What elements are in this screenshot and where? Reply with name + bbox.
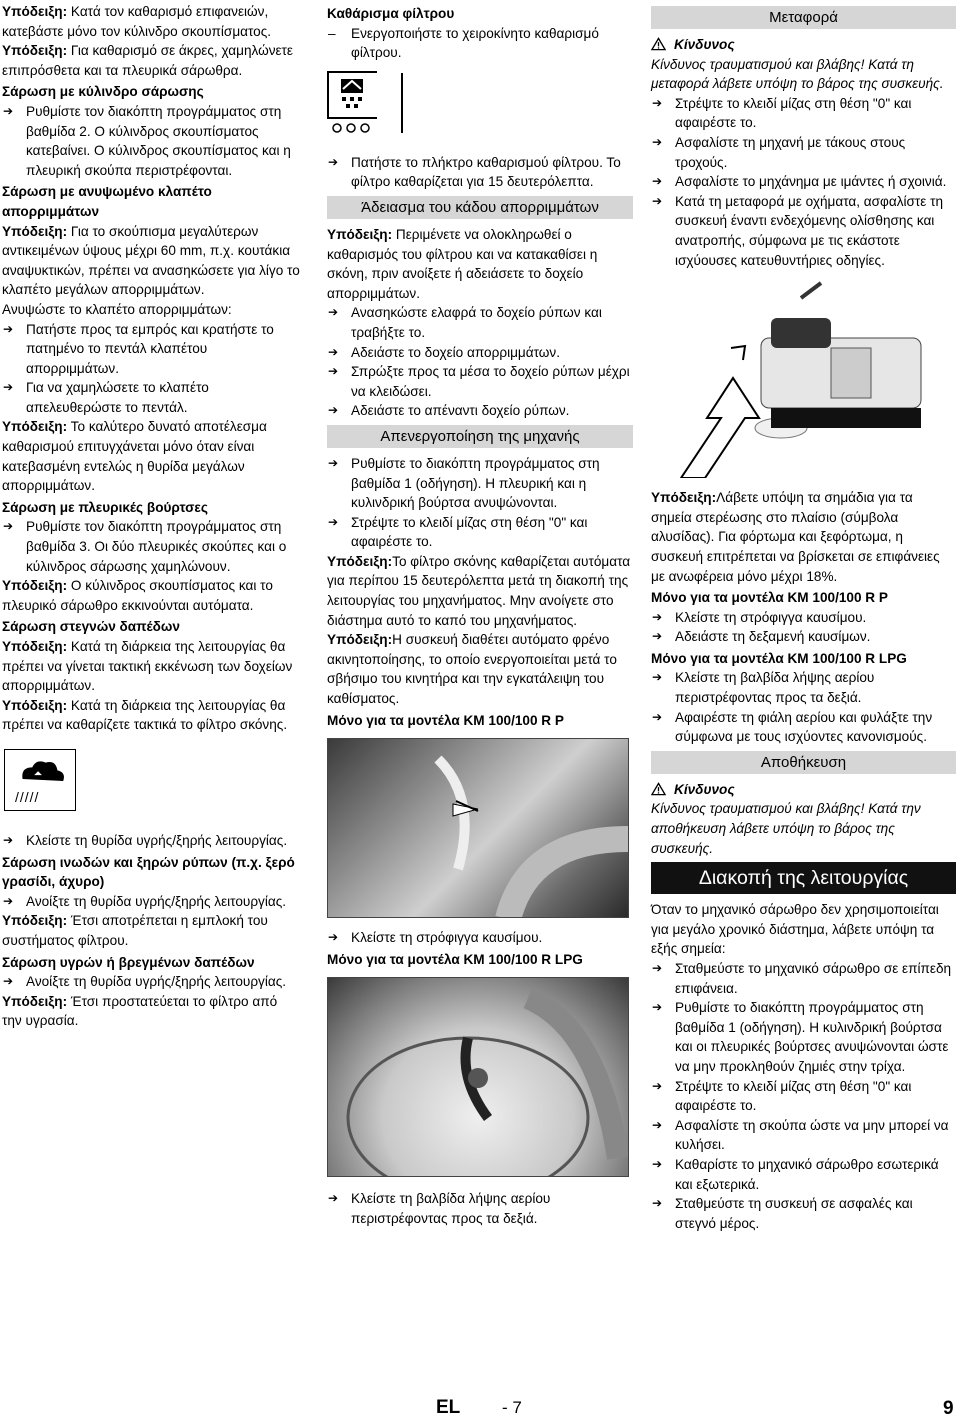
hint-label: Υπόδειξη: [2,697,68,713]
section-heading: Καθάρισμα φίλτρου [327,6,455,21]
instruction-item [651,959,956,998]
instruction-item [2,378,300,417]
arrow-right-icon: ➔ [652,134,663,149]
danger-heading [651,780,956,800]
instruction-item [651,668,956,707]
instruction-text: Αδειάστε τη δεξαμενή καυσίμων. [675,629,871,645]
hint-paragraph [2,696,300,735]
instruction-item [2,972,300,992]
section-heading: Μόνο για τα μοντέλα KM 100/100 R P [327,712,564,728]
dash-item [327,24,633,63]
section-heading: Μόνο για τα μοντέλα KM 100/100 R LPG [651,650,907,666]
hint-label: Υπόδειξη: [2,419,68,435]
hint-label: Υπόδειξη: [327,553,393,569]
instruction-item [651,1077,956,1116]
column-middle [327,2,633,1229]
arrow-right-icon: ➔ [652,95,663,110]
warning-triangle-icon [651,782,666,796]
instruction-text: Ασφαλίστε τη σκούπα ώστε να μην μπορεί να κυλήσει. [675,1117,949,1153]
hint-label: Υπόδειξη: [651,490,717,506]
instruction-text: Αφαιρέστε τη φιάλη αερίου και φυλάξτε την σύμφωνα με τους ισχύοντες κανονισμούς. [675,709,933,745]
dash-text: Ενεργοποιήστε το χειροκίνητο καθαρισμό φίλτρου. [351,25,599,61]
hint-paragraph [2,41,300,80]
arrow-right-icon: ➔ [328,154,339,169]
arrow-right-icon: ➔ [652,961,663,975]
footer-section-page: - 7 [502,1398,522,1417]
instruction-text: Ανοίξτε τη θυρίδα υγρής/ξηρής λειτουργίας. [26,974,287,990]
instruction-text: Αδειάστε το απέναντι δοχείο ρύπων. [351,403,570,419]
instruction-text: Κλείστε τη βαλβίδα λήψης αερίου περιστρέφοντας προς τα δεξιά. [351,1191,551,1226]
section-heading: Σάρωση με ανυψωμένο κλαπέτο απορριμμάτων [2,184,212,219]
instruction-text: Σταθμεύστε τη συσκευή σε ασφαλές και στεγνό μέρος. [675,1196,913,1231]
instruction-item [327,362,633,401]
arrow-right-icon: ➔ [652,709,663,724]
danger-text: Κίνδυνος τραυματισμού και βλάβης! Κατά τη μεταφορά λάβετε υπόψη το βάρος της συσκευής. [651,56,944,92]
arrow-right-icon: ➔ [652,193,663,208]
hint-label: Υπόδειξη: [2,639,68,654]
sweeper-transport-photo [661,278,931,478]
instruction-item [327,343,633,363]
instruction-text: Σταθμεύστε το μηχανικό σάρωθρο σε επίπεδη επιφάνεια. [675,961,952,996]
instruction-item [651,192,956,270]
instruction-text: Κλείστε τη στρόφιγγα καυσίμου. [675,609,867,625]
hint-text: Για το σκούπισμα μεγαλύτερων αντικειμένων ύψους μέχρι 60 mm, π.χ. κουτάκια αναψυκτικών, πρέπει να ανασηκώσετε για λίγο το κλαπέτο μεγάλων απορριμμάτων. [2,223,300,298]
danger-heading-text: Κίνδυνος [674,781,735,797]
hint-label: Υπόδειξη: [2,223,68,239]
hint-paragraph [327,225,633,303]
instruction-item [651,708,956,747]
instruction-text: Καθαρίστε το μηχανικό σάρωθρο εσωτερικά και εξωτερικά. [675,1156,939,1192]
instruction-text: Ρυθμίστε το διακόπτη προγράμματος στη βαθμίδα 1 (οδήγηση). Η κυλινδρική βούρτσα και οι πλευρικές βούρτσες ανυψώνονται ώστε να μην προκληθούν ζημιές στην τρίχα. [675,1000,949,1074]
hint-text: Ο κύλινδρος σκουπίσματος και το πλευρικό σάρωθρο εκκινούνται αυτόματα. [2,578,273,613]
hint-text: Έτσι προστατεύεται το φίλτρο από την υγρασία. [2,993,278,1029]
instruction-item [651,998,956,1076]
instruction-item [651,1155,956,1194]
hint-label: Υπόδειξη: [2,913,68,929]
instruction-text: Πατήστε το πλήκτρο καθαρισμού φίλτρου. Το φίλτρο καθαρίζεται για 15 δευτερόλεπτα. [351,154,621,190]
instruction-text: Ρυθμίστε το διακόπτη προγράμματος στη βαθμίδα 1 (οδήγηση). Η πλευρική και η κυλινδρική βούρτσα ανυψώνονται. [351,455,600,511]
section-title-bar: Άδειασμα του κάδου απορριμμάτων [327,196,633,219]
arrow-right-icon: ➔ [652,629,663,644]
instruction-item [327,1189,633,1228]
instruction-item [2,892,300,912]
instruction-text: Ασφαλίστε τη μηχανή με τάκους στους τροχούς. [675,134,906,170]
hint-text: Η συσκευή διαθέτει αυτόματο φρένο ακινητοποίησης, το οποίο ενεργοποιείται μετά το σβήσιμο του κινητήρα και την εγκατάλειψη του καθίσματος. [327,632,617,707]
arrow-right-icon: ➔ [652,609,663,624]
section-title-bar: Μεταφορά [651,6,956,29]
hint-text: Λάβετε υπόψη τα σημάδια για τα σημεία στερέωσης στο πλαίσιο (σύμβολα αλυσίδας). Για φόρτωμα και ξεφόρτωμα, η συσκευή επιτρέπεται να βρίσκεται σε επιφάνειες με ανωφέρεια μόνο μέχρι 18%. [651,490,940,584]
instruction-item [651,608,956,628]
arrow-right-icon: ➔ [328,455,339,470]
hint-paragraph [2,637,300,696]
hint-paragraph [2,992,300,1031]
arrow-right-icon: ➔ [652,670,663,685]
instruction-text: Κατά τη μεταφορά με οχήματα, ασφαλίστε τη συσκευή έναντι ενδεχόμενης ολίσθησης και ανατροπής, σύμφωνα με τις εκάστοτε ισχύουσες κατευθυντήριες οδηγίες. [675,193,944,268]
arrow-right-icon: ➔ [3,893,14,908]
arrow-right-icon: ➔ [652,1000,663,1015]
arrow-right-icon: ➔ [328,514,339,529]
danger-text: Κίνδυνος τραυματισμού και βλάβης! Κατά την αποθήκευση λάβετε υπόψη το βάρος της συσκευής. [651,801,921,856]
section-heading: Σάρωση στεγνών δαπέδων [2,619,180,635]
instruction-item [327,401,633,421]
instruction-text: Κλείστε τη βαλβίδα λήψης αερίου περιστρέφοντας προς τα δεξιά. [675,670,875,706]
instruction-item [2,102,300,180]
arrow-right-icon: ➔ [3,832,14,847]
arrow-right-icon: ➔ [3,519,14,534]
hint-paragraph [2,911,300,950]
instruction-text: Ανοίξτε τη θυρίδα υγρής/ξηρής λειτουργίας. [26,893,287,909]
instruction-item [327,454,633,513]
instruction-text: Ρυθμίστε τον διακόπτη προγράμματος στη βαθμίδα 2. Ο κύλινδρος σκουπίσματος κατεβαίνει. Ο κύλινδρος σκουπίσματος και η πλευρική σκούπα περιστρέφονται. [26,103,291,178]
instruction-text: Για να χαμηλώσετε το κλαπέτο απελευθερώστε το πεντάλ. [26,380,209,415]
filter-cleaning-symbol [327,71,407,133]
section-title-bar: Αποθήκευση [651,751,956,774]
hint-label: Υπόδειξη: [2,578,68,594]
arrow-right-icon: ➔ [652,1117,663,1132]
gas-valve-photo [327,977,633,1177]
hint-paragraph [2,417,300,495]
dash-mark: – [328,25,336,41]
hint-paragraph [651,488,956,586]
instruction-text: Ασφαλίστε το μηχάνημα με ιμάντες ή σχοινιά. [675,174,947,190]
instruction-item [327,153,633,192]
instruction-item [651,1194,956,1233]
instruction-text: Ανασηκώστε ελαφρά το δοχείο ρύπων και τραβήξτε το. [351,305,602,340]
instruction-text: Στρέψτε το κλειδί μίζας στη θέση "0" και αφαιρέστε το. [675,1078,912,1114]
warning-triangle-icon [651,37,666,51]
section-heading: Μόνο για τα μοντέλα KM 100/100 R LPG [327,951,583,967]
hint-label: Υπόδειξη: [327,632,393,648]
arrow-right-icon: ➔ [328,305,339,320]
hint-text: Το καλύτερο δυνατό αποτέλεσμα καθαρισμού επιτυγχάνεται μόνο όταν είναι κατεβασμένη εντελώς η θυρίδα μεγάλων απορριμμάτων. [2,419,267,494]
instruction-text: Αδειάστε το δοχείο απορριμμάτων. [351,344,560,360]
hint-text: Για καθαρισμό σε άκρες, χαμηλώνετε επιπρόσθετα και τα πλευρικά σάρωθρα. [2,43,293,78]
section-heading: Σάρωση υγρών ή βρεγμένων δαπέδων [2,954,255,970]
instruction-item [651,94,956,133]
danger-heading-text: Κίνδυνος [674,37,735,52]
instruction-text: Κλείστε τη θυρίδα υγρής/ξηρής λειτουργίας. [26,832,288,848]
arrow-right-icon: ➔ [3,321,14,336]
instruction-item [651,172,956,192]
section-heading: Μόνο για τα μοντέλα KM 100/100 R P [651,590,888,606]
arrow-right-icon: ➔ [652,174,663,189]
column-left [2,2,300,1031]
hint-label: Υπόδειξη: [327,226,393,242]
arrow-right-icon: ➔ [3,103,14,118]
arrow-right-icon: ➔ [652,1196,663,1211]
section-heading: Σάρωση με πλευρικές βούρτσες [2,499,208,515]
arrow-right-icon: ➔ [328,344,339,359]
instruction-text: Πατήστε προς τα εμπρός και κρατήστε το πατημένο το πεντάλ κλαπέτου απορριμμάτων. [26,321,274,376]
hint-text: Το φίλτρο σκόνης καθαρίζεται αυτόματα για περίπου 15 δευτερόλεπτα μετά τη διακοπή της λειτουργίας του μηχανήματος. Μην ανοίγετε στο διάστημα αυτό το καπό του μηχανήματος. [327,553,631,628]
instruction-item [651,1116,956,1155]
instruction-item [2,320,300,379]
filter-symbol [327,71,633,133]
instruction-item [327,928,633,948]
body-paragraph: Όταν το μηχανικό σάρωθρο δεν χρησιμοποιείται για μεγάλο χρονικό διάστημα, λάβετε υπόψη τα εξής σημεία: [651,902,939,957]
section-heading: Σάρωση ινωδών και ξηρών ρύπων (π.χ. ξερό γρασίδι, άχυρο) [2,854,295,890]
footer-language: EL [436,1397,461,1418]
instruction-item [2,517,300,576]
instruction-text: Στρέψτε το κλειδί μίζας στη θέση "0" και αφαιρέστε το. [351,514,588,550]
arrow-right-icon: ➔ [652,1078,663,1093]
instruction-text: Σπρώξτε προς τα μέσα το δοχείο ρύπων μέχρι να κλειδώσει. [351,364,630,399]
arrow-right-icon: ➔ [328,1191,339,1206]
arrow-right-icon: ➔ [328,364,339,379]
chapter-title-bar: Διακοπή της λειτουργίας [651,862,956,894]
hint-text: Κατά τη διάρκεια της λειτουργίας θα πρέπει να καθαρίζετε τακτικά το φίλτρο σκόνης. [2,697,288,733]
arrow-right-icon: ➔ [3,974,14,989]
instruction-item [327,513,633,552]
section-heading: Σάρωση με κύλινδρο σάρωσης [2,84,204,100]
instruction-item [651,627,956,647]
column-right [651,2,956,1233]
fuel-tap-photo [327,738,633,918]
section-title-bar: Απενεργοποίηση της μηχανής [327,425,633,448]
sweeper-photo [651,278,956,478]
body-paragraph: Ανυψώστε το κλαπέτο απορριμμάτων: [2,301,232,317]
hint-label: Υπόδειξη: [2,4,68,19]
footer-page-number: 9 [943,1398,954,1419]
instruction-text: Ρυθμίστε τον διακόπτη προγράμματος στη βαθμίδα 3. Οι δύο πλευρικές σκούπες και ο κύλινδρος σάρωσης χαμηλώνουν. [26,519,287,574]
instruction-item [651,133,956,172]
hint-label: Υπόδειξη: [2,43,68,59]
wet-symbol [2,749,300,811]
hint-text: Περιμένετε να ολοκληρωθεί ο καθαρισμός του φίλτρου και να κατακαθίσει η σκόνη, πριν ανοίξετε ή αδειάσετε το δοχείο απορριμμάτων. [327,226,598,301]
hint-text: Κατά τη διάρκεια της λειτουργίας θα πρέπει να γίνεται τακτική εκκένωση των δοχείων απορριμμάτων. [2,639,293,694]
instruction-text: Κλείστε τη στρόφιγγα καυσίμου. [351,930,543,946]
arrow-right-icon: ➔ [328,403,339,418]
instruction-text: Στρέψτε το κλειδί μίζας στη θέση "0" και αφαιρέστε το. [675,95,912,131]
hint-paragraph [2,2,300,41]
arrow-right-icon: ➔ [3,380,14,395]
hint-paragraph [327,630,633,708]
wet-mode-label: ///// [15,788,40,805]
hint-paragraph [2,222,300,300]
arrow-right-icon: ➔ [652,1156,663,1171]
hint-text: Κατά τον καθαρισμό επιφανειών, κατεβάστε μόνο τον κύλινδρο σκουπίσματος. [2,4,272,39]
instruction-item [327,303,633,342]
hint-paragraph [2,576,300,615]
instruction-item [2,831,300,851]
hint-label: Υπόδειξη: [2,993,68,1009]
danger-heading [651,35,956,55]
arrow-right-icon: ➔ [328,930,339,945]
hint-paragraph [327,552,633,630]
hint-text: Έτσι αποτρέπεται η εμπλοκή του συστήματος φίλτρου. [2,913,268,948]
